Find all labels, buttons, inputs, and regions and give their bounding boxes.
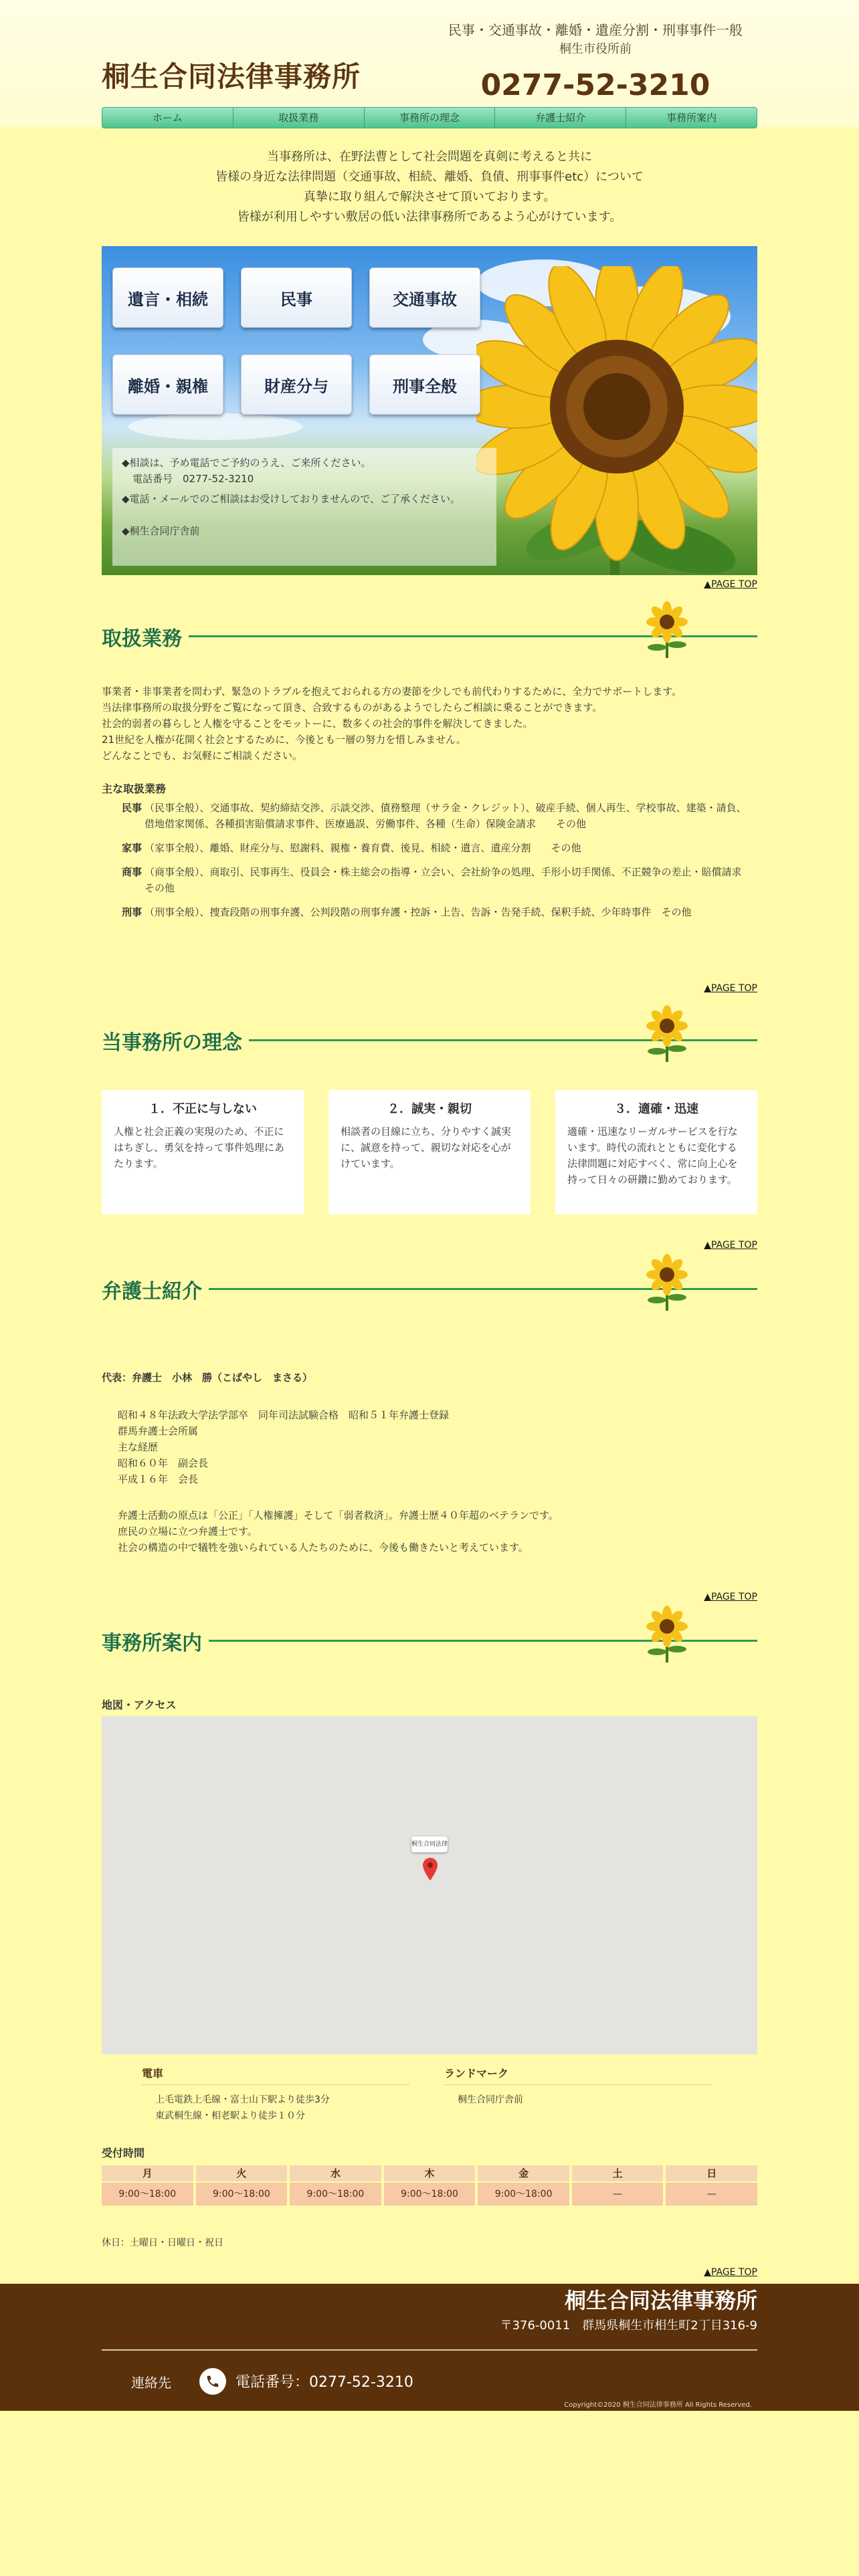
header-info [435, 20, 756, 102]
page-top-link[interactable]: ▲PAGE TOP [704, 1592, 757, 1602]
philosophy-card [102, 1090, 304, 1214]
business-item [122, 800, 755, 832]
philosophy-card [555, 1090, 757, 1214]
nav-office[interactable]: 事務所案内 [666, 112, 717, 124]
hours-day-name: 金 [478, 2165, 569, 2181]
header-location: 桐生市役所前 [559, 42, 632, 56]
philosophy-card-text: 相談者の目線に立ち、分りやすく誠実に、誠意を持って、親切な対応を心がけています。 [341, 1125, 512, 1170]
sunflower-icon [642, 1004, 692, 1062]
philosophy-card-title: １．不正に与しない [149, 1102, 257, 1116]
hours-day [102, 2165, 193, 2206]
philosophy-card-text: 適確・迅速なリーガルサービスを行ないます。時代の流れとともに変化する法律問題に対応すべく、常に向上心を持って日々の研鑽に勤めております。 [567, 1125, 738, 1186]
google-map[interactable] [102, 1716, 757, 2054]
intro-line: 皆様が利用しやすい敷居の低い法律事務所であるよう心がけています。 [237, 210, 622, 224]
site-logo[interactable]: 桐生合同法律事務所 [102, 60, 361, 93]
business-item [122, 904, 755, 920]
section-header-lawyer [102, 1259, 757, 1312]
hours-day-time: 9:00〜18:00 [102, 2183, 193, 2206]
intro-line: 当事務所は、在野法曹として社会問題を真剣に考えると共に [267, 150, 592, 164]
page-top-link[interactable]: ▲PAGE TOP [704, 2267, 757, 2278]
hours-day [666, 2165, 757, 2206]
hero-button-civil[interactable]: 民事 [241, 267, 352, 328]
lawyer-message-line: 弁護士活動の原点は「公正」「人権擁護」そして「弱者救済」。弁護士歴４０年超のベテランです。 [118, 1509, 559, 1521]
page-top-link[interactable]: ▲PAGE TOP [704, 1240, 757, 1251]
sunflower-icon [642, 1253, 692, 1311]
hours-day-name: 月 [102, 2165, 193, 2181]
hours-day [572, 2165, 664, 2206]
sunflower-icon [642, 601, 692, 658]
intro-line: 真摯に取り組んで解決させて頂いております。 [303, 190, 556, 204]
hours-day-time: 9:00〜18:00 [196, 2183, 288, 2206]
hero-info-box [112, 448, 496, 566]
hero-button-divorce[interactable]: 離婚・親権 [112, 354, 223, 415]
philosophy-card-title: ２．誠実・親切 [387, 1102, 472, 1116]
hours-day-name: 木 [384, 2165, 476, 2181]
hours-day-time: 9:00〜18:00 [478, 2183, 569, 2206]
page-top-link[interactable]: ▲PAGE TOP [704, 579, 757, 590]
business-item-value: （家事全般）、離婚、財産分与、慰謝料、親権・養育費、後見、相続・遺言、遺産分割 その他 [145, 842, 581, 854]
access-train-line: 上毛電鉄上毛線・富士山下駅より徒歩3分 [155, 2095, 330, 2105]
hero-button-criminal[interactable]: 刑事全般 [369, 354, 480, 415]
business-desc-line: どんなことでも、お気軽にご相談ください。 [102, 750, 303, 762]
global-nav [102, 107, 757, 128]
lawyer-message [118, 1507, 753, 1555]
header-phone[interactable]: 0277-52-3210 [480, 68, 710, 102]
map-marker-icon[interactable] [423, 1858, 438, 1881]
hours-day [478, 2165, 569, 2206]
hours-day-time: — [666, 2183, 757, 2206]
business-description [102, 683, 757, 764]
business-item-value: （民事全般）、交通事故、契約締結交渉、示談交渉、債務整理（サラ金・クレジット）、破産手続、個人再生、学校事故、建築・請負、借地借家関係、各種損害賠償請求事件、医療過誤、労働事件、各種（生命）保険金請求 その他 [145, 802, 747, 830]
hero-info-line: ◆相談は、予め電話でご予約のうえ、ご来所ください。 [122, 457, 371, 469]
section-title: 弁護士紹介 [102, 1275, 209, 1304]
hours-day-name: 水 [290, 2165, 381, 2181]
footer-divider [102, 2349, 757, 2351]
business-desc-line: 21世紀を人権が花開く社会とするために、今後とも一層の努力を惜しみません。 [102, 734, 466, 746]
section-title: 事務所案内 [102, 1626, 209, 1656]
phone-icon [199, 2368, 226, 2395]
footer-name: 桐生合同法律事務所 [564, 2288, 757, 2313]
section-header-business [102, 606, 757, 659]
sunflower-icon [642, 1605, 692, 1662]
hours-day-name: 日 [666, 2165, 757, 2181]
footer-address: 〒376-0011 群馬県桐生市相生町2丁目316-9 [500, 2319, 757, 2333]
nav-philosophy[interactable]: 事務所の理念 [365, 108, 496, 128]
business-item-value: （刑事全般）、捜査段階の刑事弁護、公判段階の刑事弁護・控訴・上告、告訴・告発手続、保釈手続、少年時事件 その他 [145, 906, 692, 918]
access-train [142, 2065, 409, 2124]
lawyer-career-line: 主な経歴 [118, 1441, 159, 1453]
access-landmark-heading: ランドマーク [444, 2065, 712, 2085]
hero-button-property[interactable]: 財産分与 [241, 354, 352, 415]
business-desc-line: 当法律事務所の取扱分野をご覧になって頂き、合致するものがあるようでしたらご相談に乗ることができます。 [102, 702, 603, 714]
hero-banner [102, 246, 757, 575]
lawyer-career-line: 昭和６０年 副会長 [118, 1457, 209, 1469]
access-train-heading: 電車 [142, 2065, 409, 2085]
access-info [102, 2065, 757, 2139]
section-header-office [102, 1610, 757, 1664]
hours-day-time: — [572, 2183, 664, 2206]
hours-day [290, 2165, 381, 2206]
intro-line: 皆様の身近な法律問題（交通事故、相続、離婚、負債、刑事事件etc）について [215, 170, 644, 184]
philosophy-card-title: ３．適確・迅速 [614, 1102, 698, 1116]
header-tagline: 民事・交通事故・離婚・遺産分割・刑事事件一般 [448, 22, 743, 38]
map-popup[interactable]: 桐生合同法律 [411, 1836, 448, 1852]
hours-day-time: 9:00〜18:00 [290, 2183, 381, 2206]
intro-text [102, 147, 757, 227]
hero-button-traffic[interactable]: 交通事故 [369, 267, 480, 328]
site-footer [0, 2284, 859, 2411]
hero-info-line: ◆桐生合同庁舎前 [122, 525, 200, 537]
lawyer-career-line: 群馬弁護士会所属 [118, 1425, 199, 1437]
section-title: 当事務所の理念 [102, 1026, 249, 1055]
hero-info-line: ◆電話・メールでのご相談はお受けしておりませんので、ご了承ください。 [122, 493, 460, 505]
page-top-link[interactable]: ▲PAGE TOP [704, 983, 757, 994]
hero-info-line: 電話番号 0277-52-3210 [132, 473, 254, 485]
nav-business[interactable]: 取扱業務 [233, 108, 365, 128]
access-landmark [444, 2065, 712, 2108]
lawyer-career-line: 平成１６年 会長 [118, 1473, 199, 1485]
lawyer-message-line: 庶民の立場に立つ弁護士です。 [118, 1525, 258, 1537]
hours-day-name: 火 [196, 2165, 288, 2181]
hours-day [196, 2165, 288, 2206]
footer-copyright: Copyright©2020 桐生合同法律事務所 All Rights Reserved. [564, 2401, 752, 2409]
business-item [122, 864, 762, 896]
lawyer-message-line: 社会の構造の中で犠牲を強いられている人たちのために、今後も働きたいと考えています。 [118, 1541, 529, 1553]
philosophy-card-text: 人権と社会正義の実現のため、不正にはちぎし、勇気を持って事件処理にあたります。 [114, 1125, 285, 1170]
sunflower-image [476, 266, 757, 575]
hours-day [384, 2165, 476, 2206]
hours-label: 受付時間 [102, 2147, 145, 2159]
section-header-philosophy [102, 1010, 757, 1063]
footer-phone[interactable]: 電話番号：0277-52-3210 [235, 2374, 413, 2391]
holiday-note: 休日：土曜日・日曜日・祝日 [102, 2238, 223, 2248]
business-list [122, 800, 762, 928]
business-item-key: 商事 [122, 866, 142, 878]
business-item-key: 民事 [122, 802, 142, 814]
map-label: 地図・アクセス [102, 1699, 177, 1711]
access-train-line: 東武桐生線・相老駅より徒歩１０分 [155, 2111, 305, 2121]
hours-table [102, 2165, 757, 2206]
hours-day-time: 9:00〜18:00 [384, 2183, 476, 2206]
business-item-key: 家事 [122, 842, 142, 854]
nav-home[interactable]: ホーム [102, 108, 233, 128]
business-subtitle: 主な取扱業務 [102, 782, 167, 795]
business-item [122, 840, 755, 856]
footer-contact-label: 連絡先 [131, 2375, 171, 2391]
hours-day-name: 土 [572, 2165, 664, 2181]
business-item-value: （商事全般）、商取引、民事再生、役員会・株主総会の指導・立会い、会社紛争の処理、手形小切手関係、不正競争の差止・賠償請求 その他 [145, 866, 762, 894]
lawyer-career-line: 昭和４８年法政大学法学部卒 同年司法試験合格 昭和５１年弁護士登録 [118, 1409, 450, 1421]
business-item-key: 刑事 [122, 906, 142, 918]
lawyer-name: 代表：弁護士 小林 勝（こばやし まさる） [102, 1372, 313, 1384]
business-desc-line: 事業者・非事業者を問わず、緊急のトラブルを抱えておられる方の妻節を少しでも前代わりするために、全力でサポートします。 [102, 685, 682, 697]
lawyer-career [118, 1407, 753, 1487]
hero-button-inheritance[interactable]: 遺言・相続 [112, 267, 223, 328]
philosophy-card [328, 1090, 531, 1214]
business-desc-line: 社会的弱者の暮らしと人権を守ることをモットーに、数多くの社会的事件を解決してきました。 [102, 718, 533, 730]
nav-lawyer[interactable]: 弁護士紹介 [495, 108, 626, 128]
access-landmark-value: 桐生合同庁舎前 [458, 2095, 523, 2105]
section-title: 取扱業務 [102, 622, 189, 651]
